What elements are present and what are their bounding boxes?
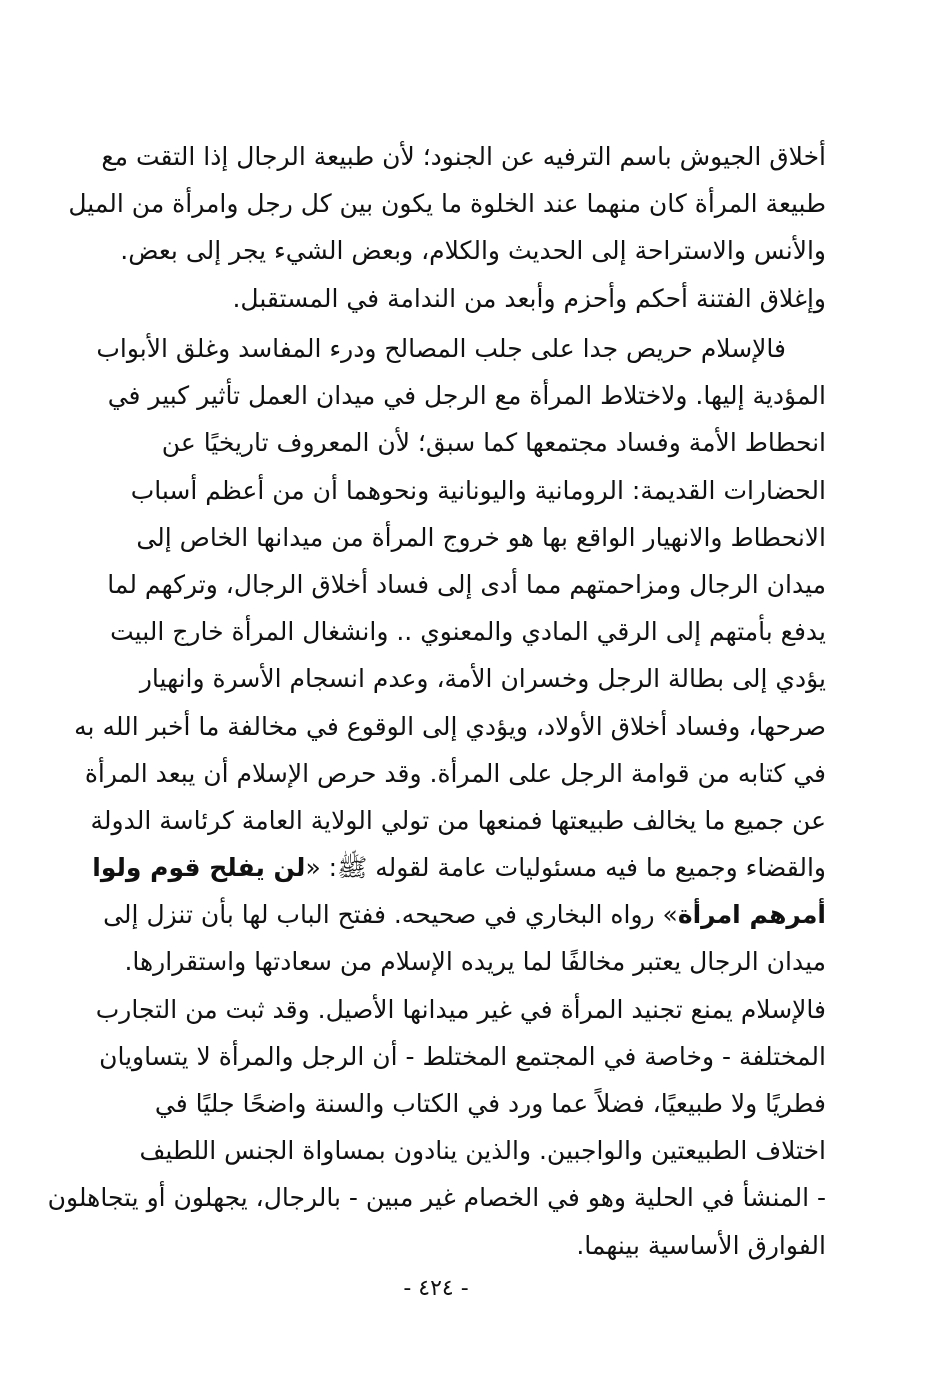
text-line: في كتابه من قوامة الرجل على المرأة. وقد حرص الإسلام أن يبعد المرأة xyxy=(84,758,826,788)
text-line: يؤدي إلى بطالة الرجل وخسران الأمة، وعدم انسجام الأسرة وانهيار xyxy=(139,664,826,694)
paragraph-2 xyxy=(47,325,826,1269)
page-number: - ٤٢٤ - xyxy=(403,1276,469,1301)
text-line: اختلاف الطبيعتين والواجبين. والذين ينادون بمساواة الجنس اللطيف xyxy=(139,1136,826,1166)
text-line: الفوارق الأساسية بينهما. xyxy=(576,1230,826,1260)
text-line: صرحها، وفساد أخلاق الأولاد، ويؤدي إلى الوقوع في مخالفة ما أخبر الله به xyxy=(74,711,826,741)
text-line: فالإسلام يمنع تجنيد المرأة في غير ميدانها الأصيل. وقد ثبت من التجارب xyxy=(95,994,826,1024)
hadith-quote-bold: لن يفلح قوم ولوا xyxy=(92,853,306,883)
text-line: ميدان الرجال يعتبر مخالفًا لما يريده الإسلام من سعادتها واستقرارها. xyxy=(124,947,826,977)
text-line: أخلاق الجيوش باسم الترفيه عن الجنود؛ لأن طبيعة الرجال إذا التقت مع xyxy=(101,142,826,171)
text-line: عن جميع ما يخالف طبيعتها فمنعها من تولي الولاية العامة كرئاسة الدولة xyxy=(90,805,826,835)
paragraph-1 xyxy=(68,133,826,322)
text-line: فالإسلام حريص جدا على جلب المصالح ودرء المفاسد وغلق الأبواب xyxy=(96,334,786,363)
hadith-quote-bold: أمرهم امرأة xyxy=(677,900,826,930)
text-line: فطريًا ولا طبيعيًا، فضلاً عما ورد في الكتاب والسنة واضحًا جليًا في xyxy=(154,1089,826,1118)
text-line: ميدان الرجال ومزاحمتهم مما أدى إلى فساد أخلاق الرجال، وتركهم لما xyxy=(107,569,826,599)
text-line-hadith-start xyxy=(76,844,826,891)
text-line: المؤدية إليها. ولاختلاط المرأة مع الرجل في ميدان العمل تأثير كبير في xyxy=(107,381,826,411)
text-line: الانحطاط والانهيار الواقع بها هو خروج المرأة من ميدانها الخاص إلى xyxy=(136,522,826,552)
text-line: الحضارات القديمة: الرومانية واليونانية ونحوهما أن من أعظم أسباب xyxy=(130,475,826,505)
text-segment: » رواه البخاري في صحيحه. ففتح الباب لها بأن تنزل إلى xyxy=(103,900,678,930)
text-line: طبيعة المرأة كان منهما عند الخلوة ما يكون بين كل رجل وامرأة من الميل xyxy=(68,189,826,219)
text-line: انحطاط الأمة وفساد مجتمعها كما سبق؛ لأن المعروف تاريخيًا عن xyxy=(161,428,826,458)
text-line: - المنشأ في الحلية وهو في الخصام غير مبين - بالرجال، يجهلون أو يتجاهلون xyxy=(47,1183,826,1213)
text-line: وإغلاق الفتنة أحكم وأحزم وأبعد من الندامة في المستقبل. xyxy=(232,283,826,313)
text-line: يدفع بأمتهم إلى الرقي المادي والمعنوي .. وانشغال المرأة خارج البيت xyxy=(110,617,826,647)
text-line-hadith-end xyxy=(76,891,826,938)
text-line: المختلفة - وخاصة في المجتمع المختلط - أن الرجل والمرأة لا يتساويان xyxy=(99,1041,826,1071)
text-segment: والقضاء وجميع ما فيه مسئوليات عامة لقوله ﷺ: « xyxy=(305,853,826,883)
text-line: والأنس والاستراحة إلى الحديث والكلام، وبعض الشيء يجر إلى بعض. xyxy=(120,236,826,266)
